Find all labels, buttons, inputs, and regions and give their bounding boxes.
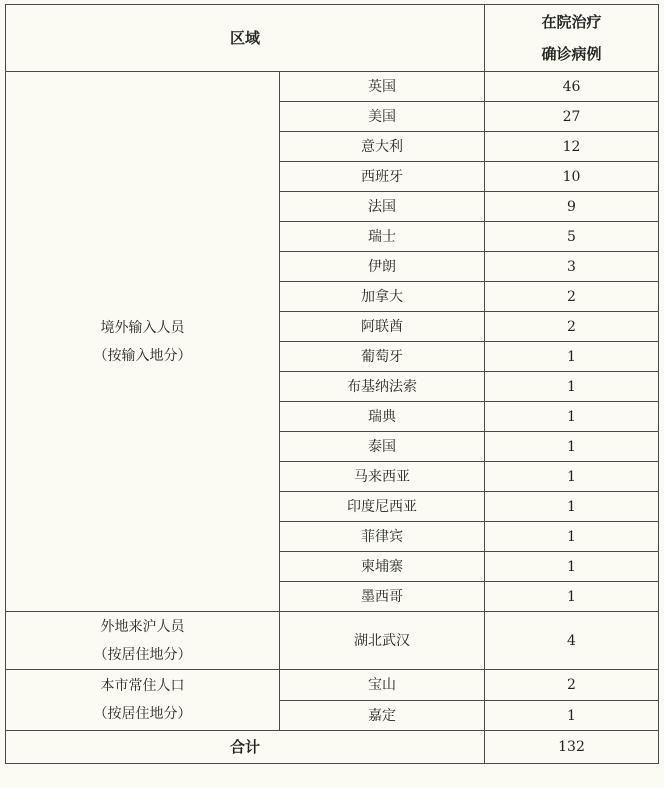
place-cell: 嘉定	[280, 701, 485, 731]
count-cell: 1	[485, 582, 659, 612]
total-count: 132	[485, 731, 659, 764]
place-cell: 法国	[280, 192, 485, 222]
place-cell: 布基纳法索	[280, 372, 485, 402]
place-cell: 菲律宾	[280, 522, 485, 552]
cases-table	[5, 4, 659, 764]
count-cell: 2	[485, 312, 659, 342]
region-header: 区域	[6, 5, 485, 72]
group-label-line1: 境外输入人员	[100, 319, 185, 336]
place-cell: 伊朗	[280, 252, 485, 282]
count-cell: 4	[485, 612, 659, 670]
count-cell: 1	[485, 492, 659, 522]
count-cell: 1	[485, 522, 659, 552]
count-cell: 1	[485, 402, 659, 432]
count-cell: 10	[485, 162, 659, 192]
count-cell: 1	[485, 462, 659, 492]
group-label	[6, 72, 280, 612]
place-cell: 葡萄牙	[280, 342, 485, 372]
count-cell: 3	[485, 252, 659, 282]
place-cell: 意大利	[280, 132, 485, 162]
place-cell: 美国	[280, 102, 485, 132]
group-label	[6, 670, 280, 731]
place-cell: 墨西哥	[280, 582, 485, 612]
group-label-line1: 本市常住人口	[100, 678, 185, 694]
place-cell: 泰国	[280, 432, 485, 462]
group-label-line2: （按居住地分）	[93, 646, 192, 663]
count-cell: 12	[485, 132, 659, 162]
count-header-line2: 确诊病例	[541, 45, 602, 63]
place-cell: 西班牙	[280, 162, 485, 192]
place-cell: 湖北武汉	[280, 612, 485, 670]
count-header	[485, 5, 659, 72]
count-cell: 2	[485, 670, 659, 701]
count-cell: 1	[485, 701, 659, 731]
place-cell: 印度尼西亚	[280, 492, 485, 522]
count-cell: 1	[485, 552, 659, 582]
table-row	[6, 670, 659, 701]
count-cell: 5	[485, 222, 659, 252]
place-cell: 加拿大	[280, 282, 485, 312]
count-header-line1: 在院治疗	[541, 13, 602, 31]
place-cell: 英国	[280, 72, 485, 102]
group-label-line1: 外地来沪人员	[100, 618, 185, 635]
place-cell: 宝山	[280, 670, 485, 701]
count-cell: 1	[485, 432, 659, 462]
group-label-line2: （按居住地分）	[93, 706, 192, 722]
count-cell: 27	[485, 102, 659, 132]
place-cell: 阿联酋	[280, 312, 485, 342]
group-label	[6, 612, 280, 670]
header-row	[6, 5, 659, 72]
count-cell: 2	[485, 282, 659, 312]
place-cell: 柬埔寨	[280, 552, 485, 582]
place-cell: 马来西亚	[280, 462, 485, 492]
count-cell: 46	[485, 72, 659, 102]
count-cell: 9	[485, 192, 659, 222]
total-label: 合计	[6, 731, 485, 764]
count-cell: 1	[485, 342, 659, 372]
total-row	[6, 731, 659, 764]
place-cell: 瑞典	[280, 402, 485, 432]
table-row	[6, 72, 659, 102]
group-label-line2: （按输入地分）	[93, 347, 192, 364]
count-cell: 1	[485, 372, 659, 402]
place-cell: 瑞士	[280, 222, 485, 252]
table-row	[6, 612, 659, 670]
